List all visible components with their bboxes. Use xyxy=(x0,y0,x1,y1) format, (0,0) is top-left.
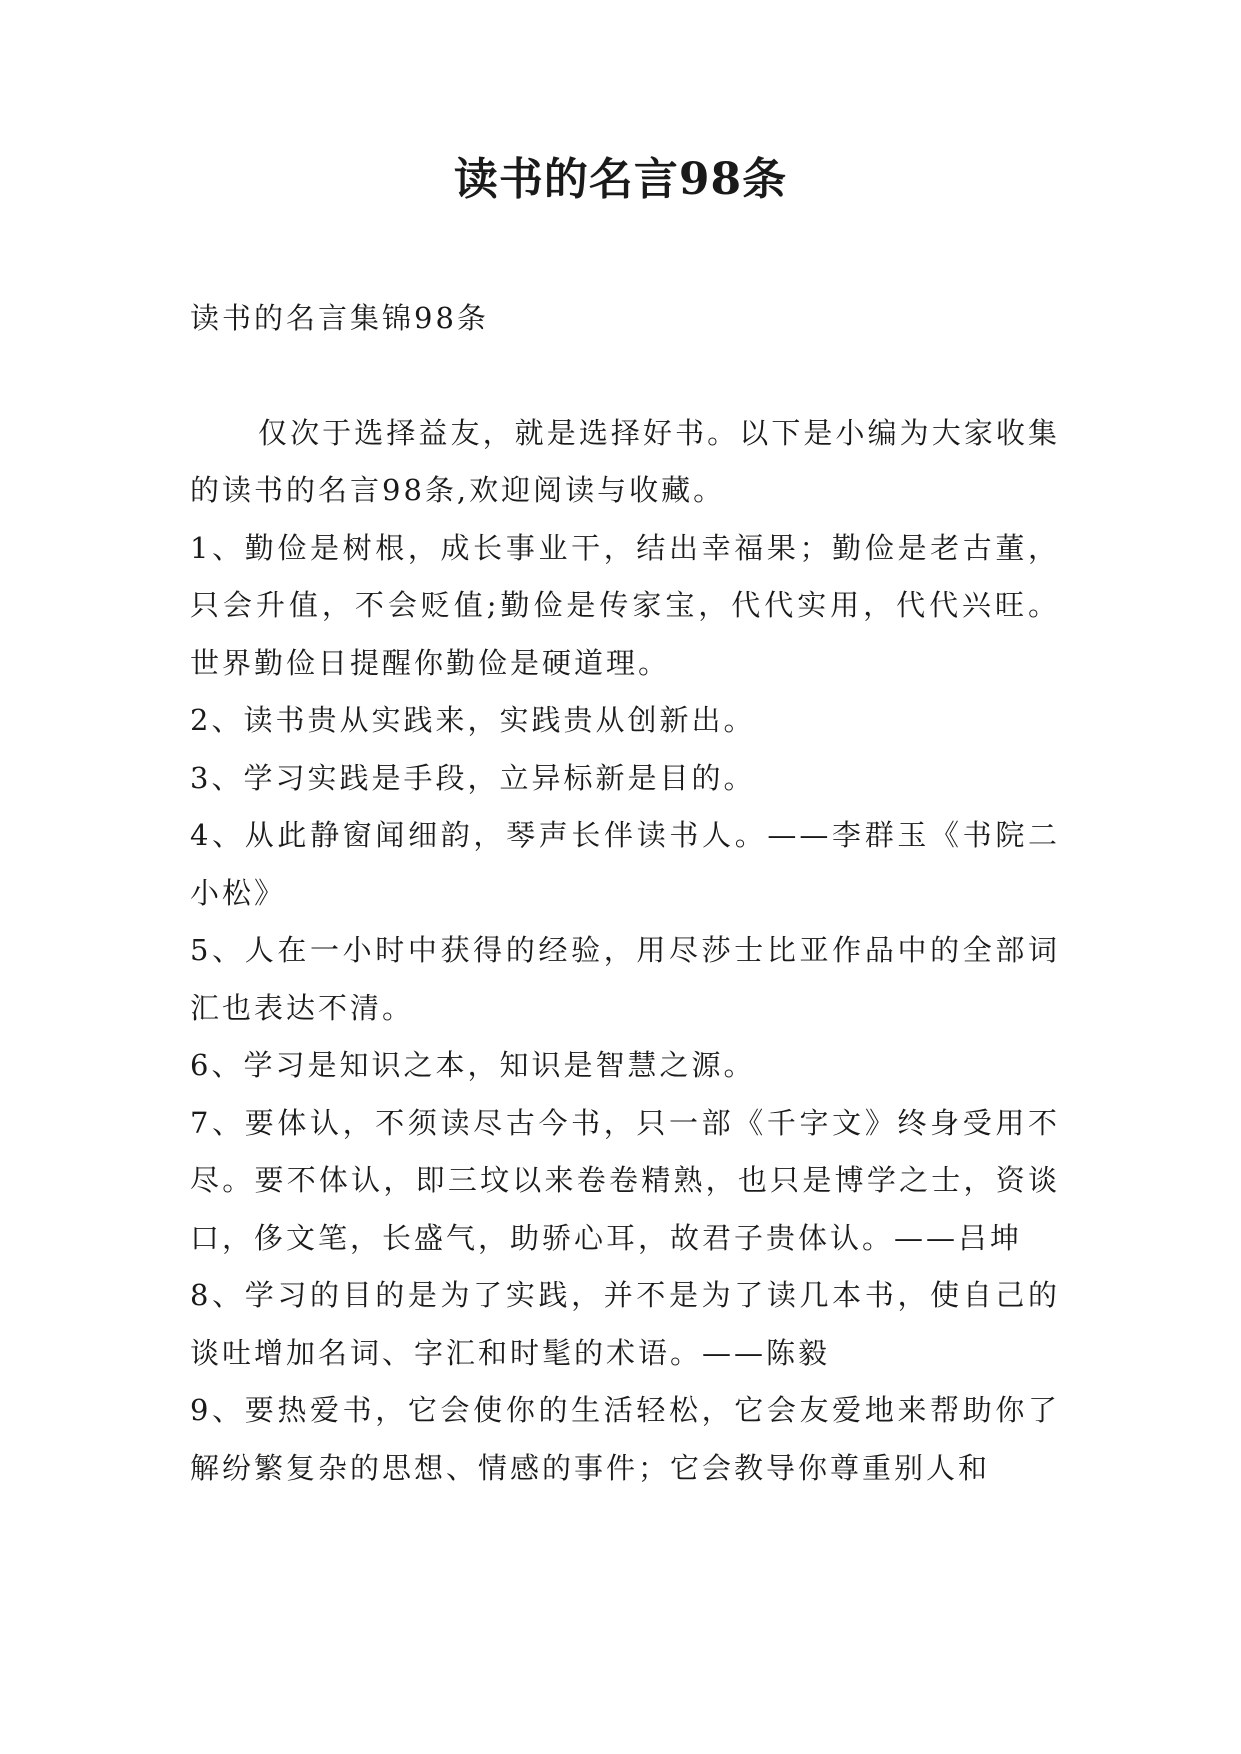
quote-item-1: 1、勤俭是树根，成长事业干，结出幸福果；勤俭是老古董，只会升值，不会贬值;勤俭是传家宝，代代实用，代代兴旺。世界勤俭日提醒你勤俭是硬道理。 xyxy=(190,530,1060,680)
document-title: 读书的名言98条 xyxy=(453,154,788,205)
quote-item-6: 6、学习是知识之本，知识是智慧之源。 xyxy=(190,1048,756,1082)
quote-item-7: 7、要体认，不须读尽古今书，只一部《千字文》终身受用不尽。要不体认，即三坟以来卷卷精熟，也只是博学之士，资谈口，侈文笔，长盛气，助骄心耳，故君子贵体认。——吕坤 xyxy=(190,1105,1060,1255)
quote-item-3: 3、学习实践是手段，立异标新是目的。 xyxy=(190,760,756,795)
document-subtitle: 读书的名言集锦98条 xyxy=(190,301,489,335)
quote-item-2: 2、读书贵从实践来，实践贵从创新出。 xyxy=(190,703,756,737)
quote-item-8: 8、学习的目的是为了实践，并不是为了读几本书，使自己的谈吐增加名词、字汇和时髦的术语。——陈毅 xyxy=(190,1278,1060,1370)
quote-item-5: 5、人在一小时中获得的经验，用尽莎士比亚作品中的全部词汇也表达不清。 xyxy=(190,933,1060,1025)
quote-item-9: 9、要热爱书，它会使你的生活轻松，它会友爱地来帮助你了解纷繁复杂的思想、情感的事件；它会教导你尊重别人和 xyxy=(190,1393,1060,1485)
intro-paragraph: 仅次于选择益友，就是选择好书。以下是小编为大家收集的读书的名言98条,欢迎阅读与收藏。 xyxy=(190,415,1060,507)
quote-item-4: 4、从此静窗闻细韵，琴声长伴读书人。——李群玉《书院二小松》 xyxy=(190,818,1060,910)
document-body xyxy=(190,290,1060,1497)
